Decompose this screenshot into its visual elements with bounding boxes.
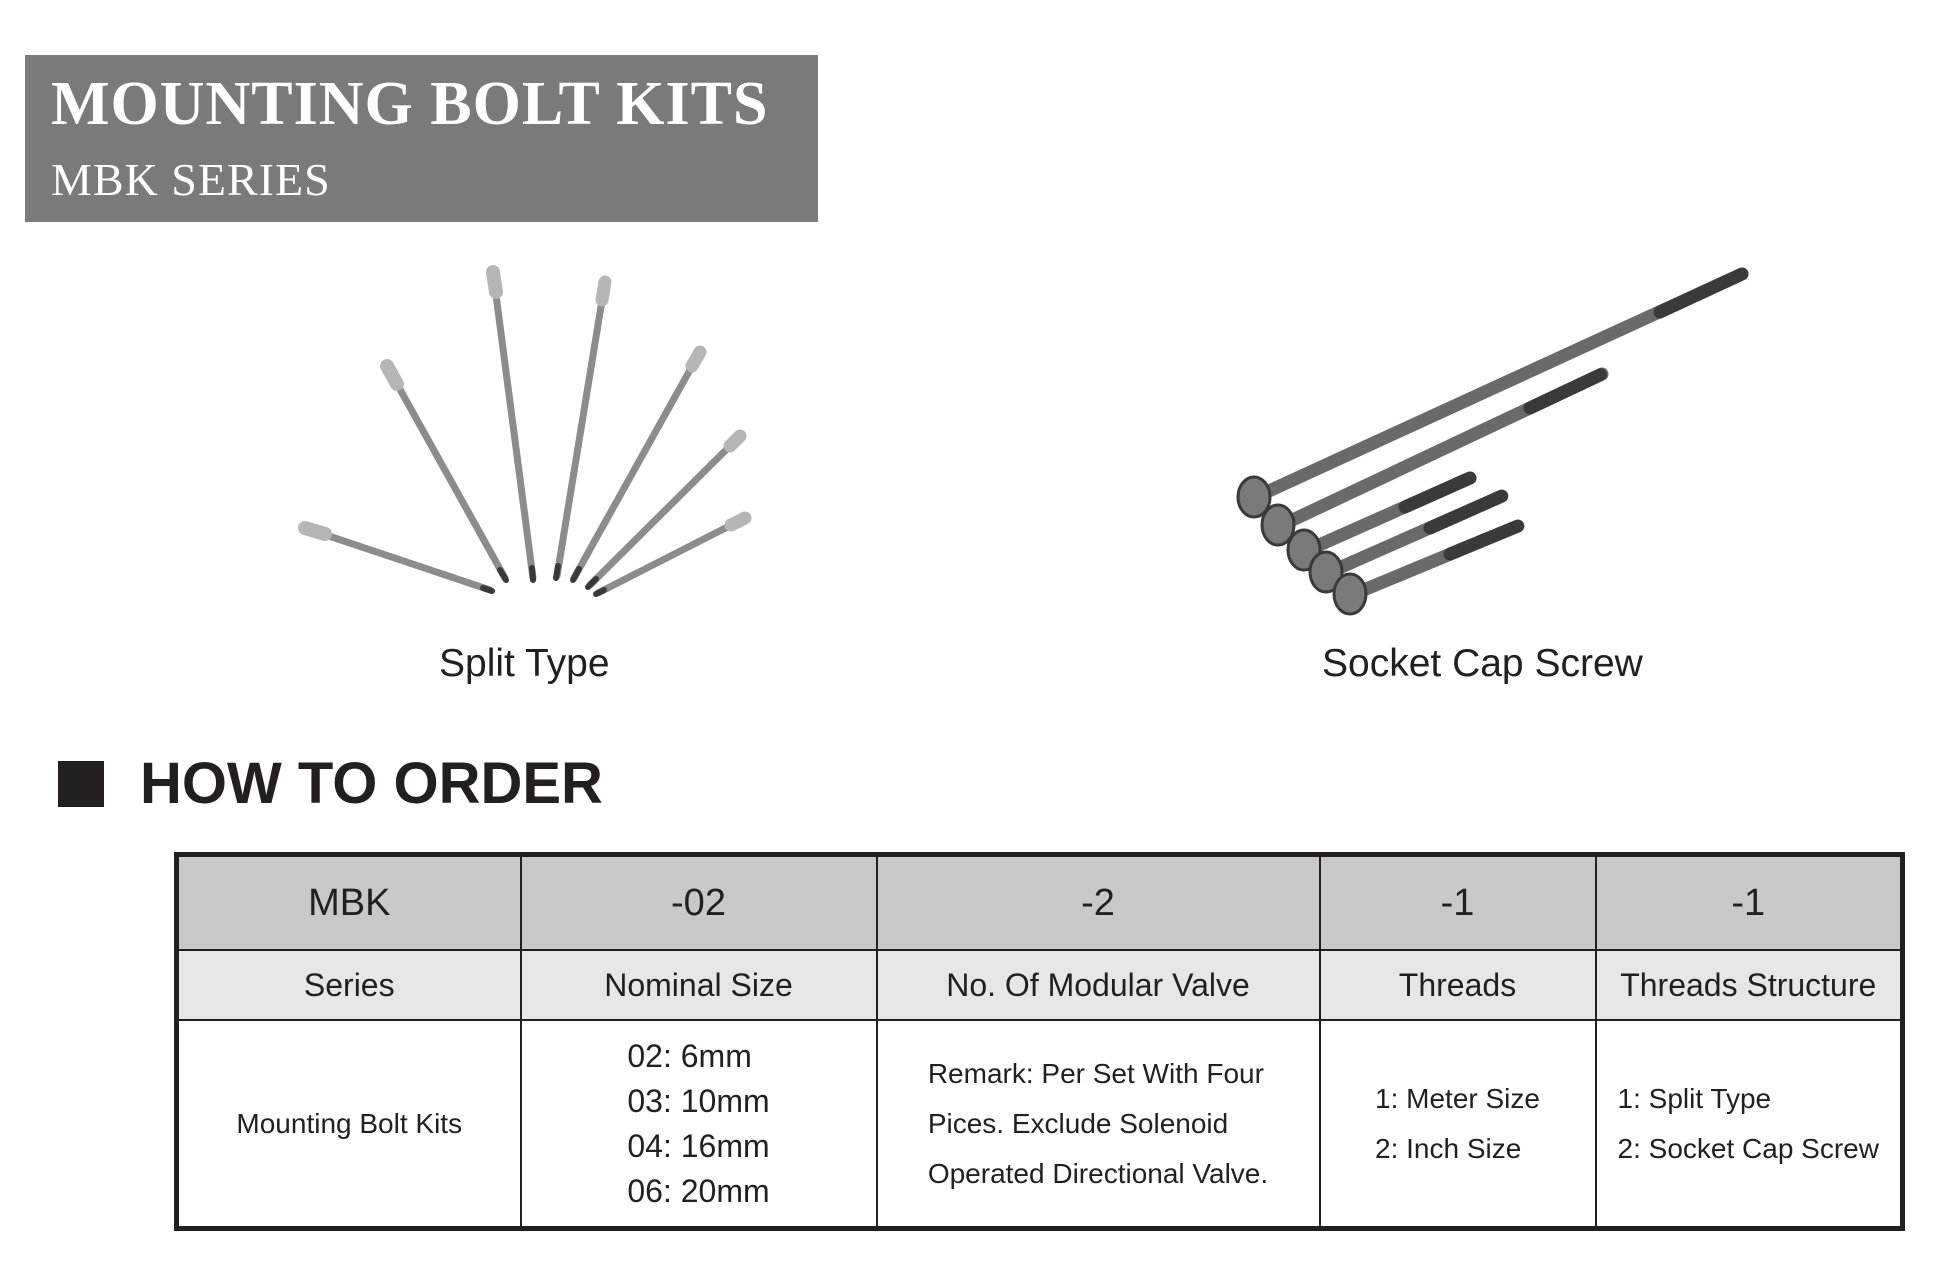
size-option: 06: 20mm [627,1172,770,1209]
threads-option: 2: Inch Size [1375,1132,1522,1164]
size-option: 02: 6mm [627,1037,752,1074]
table-row-code [177,855,1903,951]
structure-options-cell [1596,1020,1903,1229]
size-options-cell [521,1020,877,1229]
table-row-options [177,1020,1903,1229]
code-cell-structure: -1 [1596,855,1903,951]
split-rod [493,272,533,580]
page-title: MOUNTING BOLT KITS [51,70,769,138]
socket-cap-screws-image [1230,260,1760,620]
split-rod [573,352,700,580]
code-cell-size: -02 [521,855,877,951]
code-cell-threads: -1 [1320,855,1596,951]
series-description: Mounting Bolt Kits [177,1020,521,1229]
section-square-icon [58,761,104,807]
threads-options-cell [1320,1020,1596,1229]
remark-line: Operated Directional Valve. [927,1157,1269,1189]
split-rod [305,528,492,591]
column-header-structure: Threads Structure [1596,950,1903,1020]
title-banner [25,55,818,222]
product-caption-socket-cap-screw: Socket Cap Screw [1322,642,1643,685]
socket-cap-screw [1334,526,1518,614]
split-type-bolts-image [280,260,780,600]
section-title: HOW TO ORDER [140,751,603,816]
column-header-series: Series [177,950,521,1020]
product-caption-split-type: Split Type [439,642,610,685]
socket-cap-screw [1262,374,1602,545]
split-rod [387,366,506,580]
code-cell-series: MBK [177,855,521,951]
socket-cap-screw [1238,274,1742,517]
table-row-header [177,950,1903,1020]
remark-line: Remark: Per Set With Four [927,1057,1264,1089]
column-header-size: Nominal Size [521,950,877,1020]
order-code-table [174,852,1905,1231]
code-cell-valve: -2 [877,855,1320,951]
structure-option: 1: Split Type [1617,1082,1772,1114]
size-option: 03: 10mm [627,1082,770,1119]
column-header-valve: No. Of Modular Valve [877,950,1320,1020]
page-subtitle: MBK SERIES [51,154,331,205]
threads-option: 1: Meter Size [1375,1082,1540,1114]
remark-cell [877,1020,1320,1229]
column-header-threads: Threads [1320,950,1596,1020]
structure-option: 2: Socket Cap Screw [1617,1132,1879,1164]
size-option: 04: 16mm [627,1127,770,1164]
remark-line: Pices. Exclude Solenoid [927,1107,1229,1139]
